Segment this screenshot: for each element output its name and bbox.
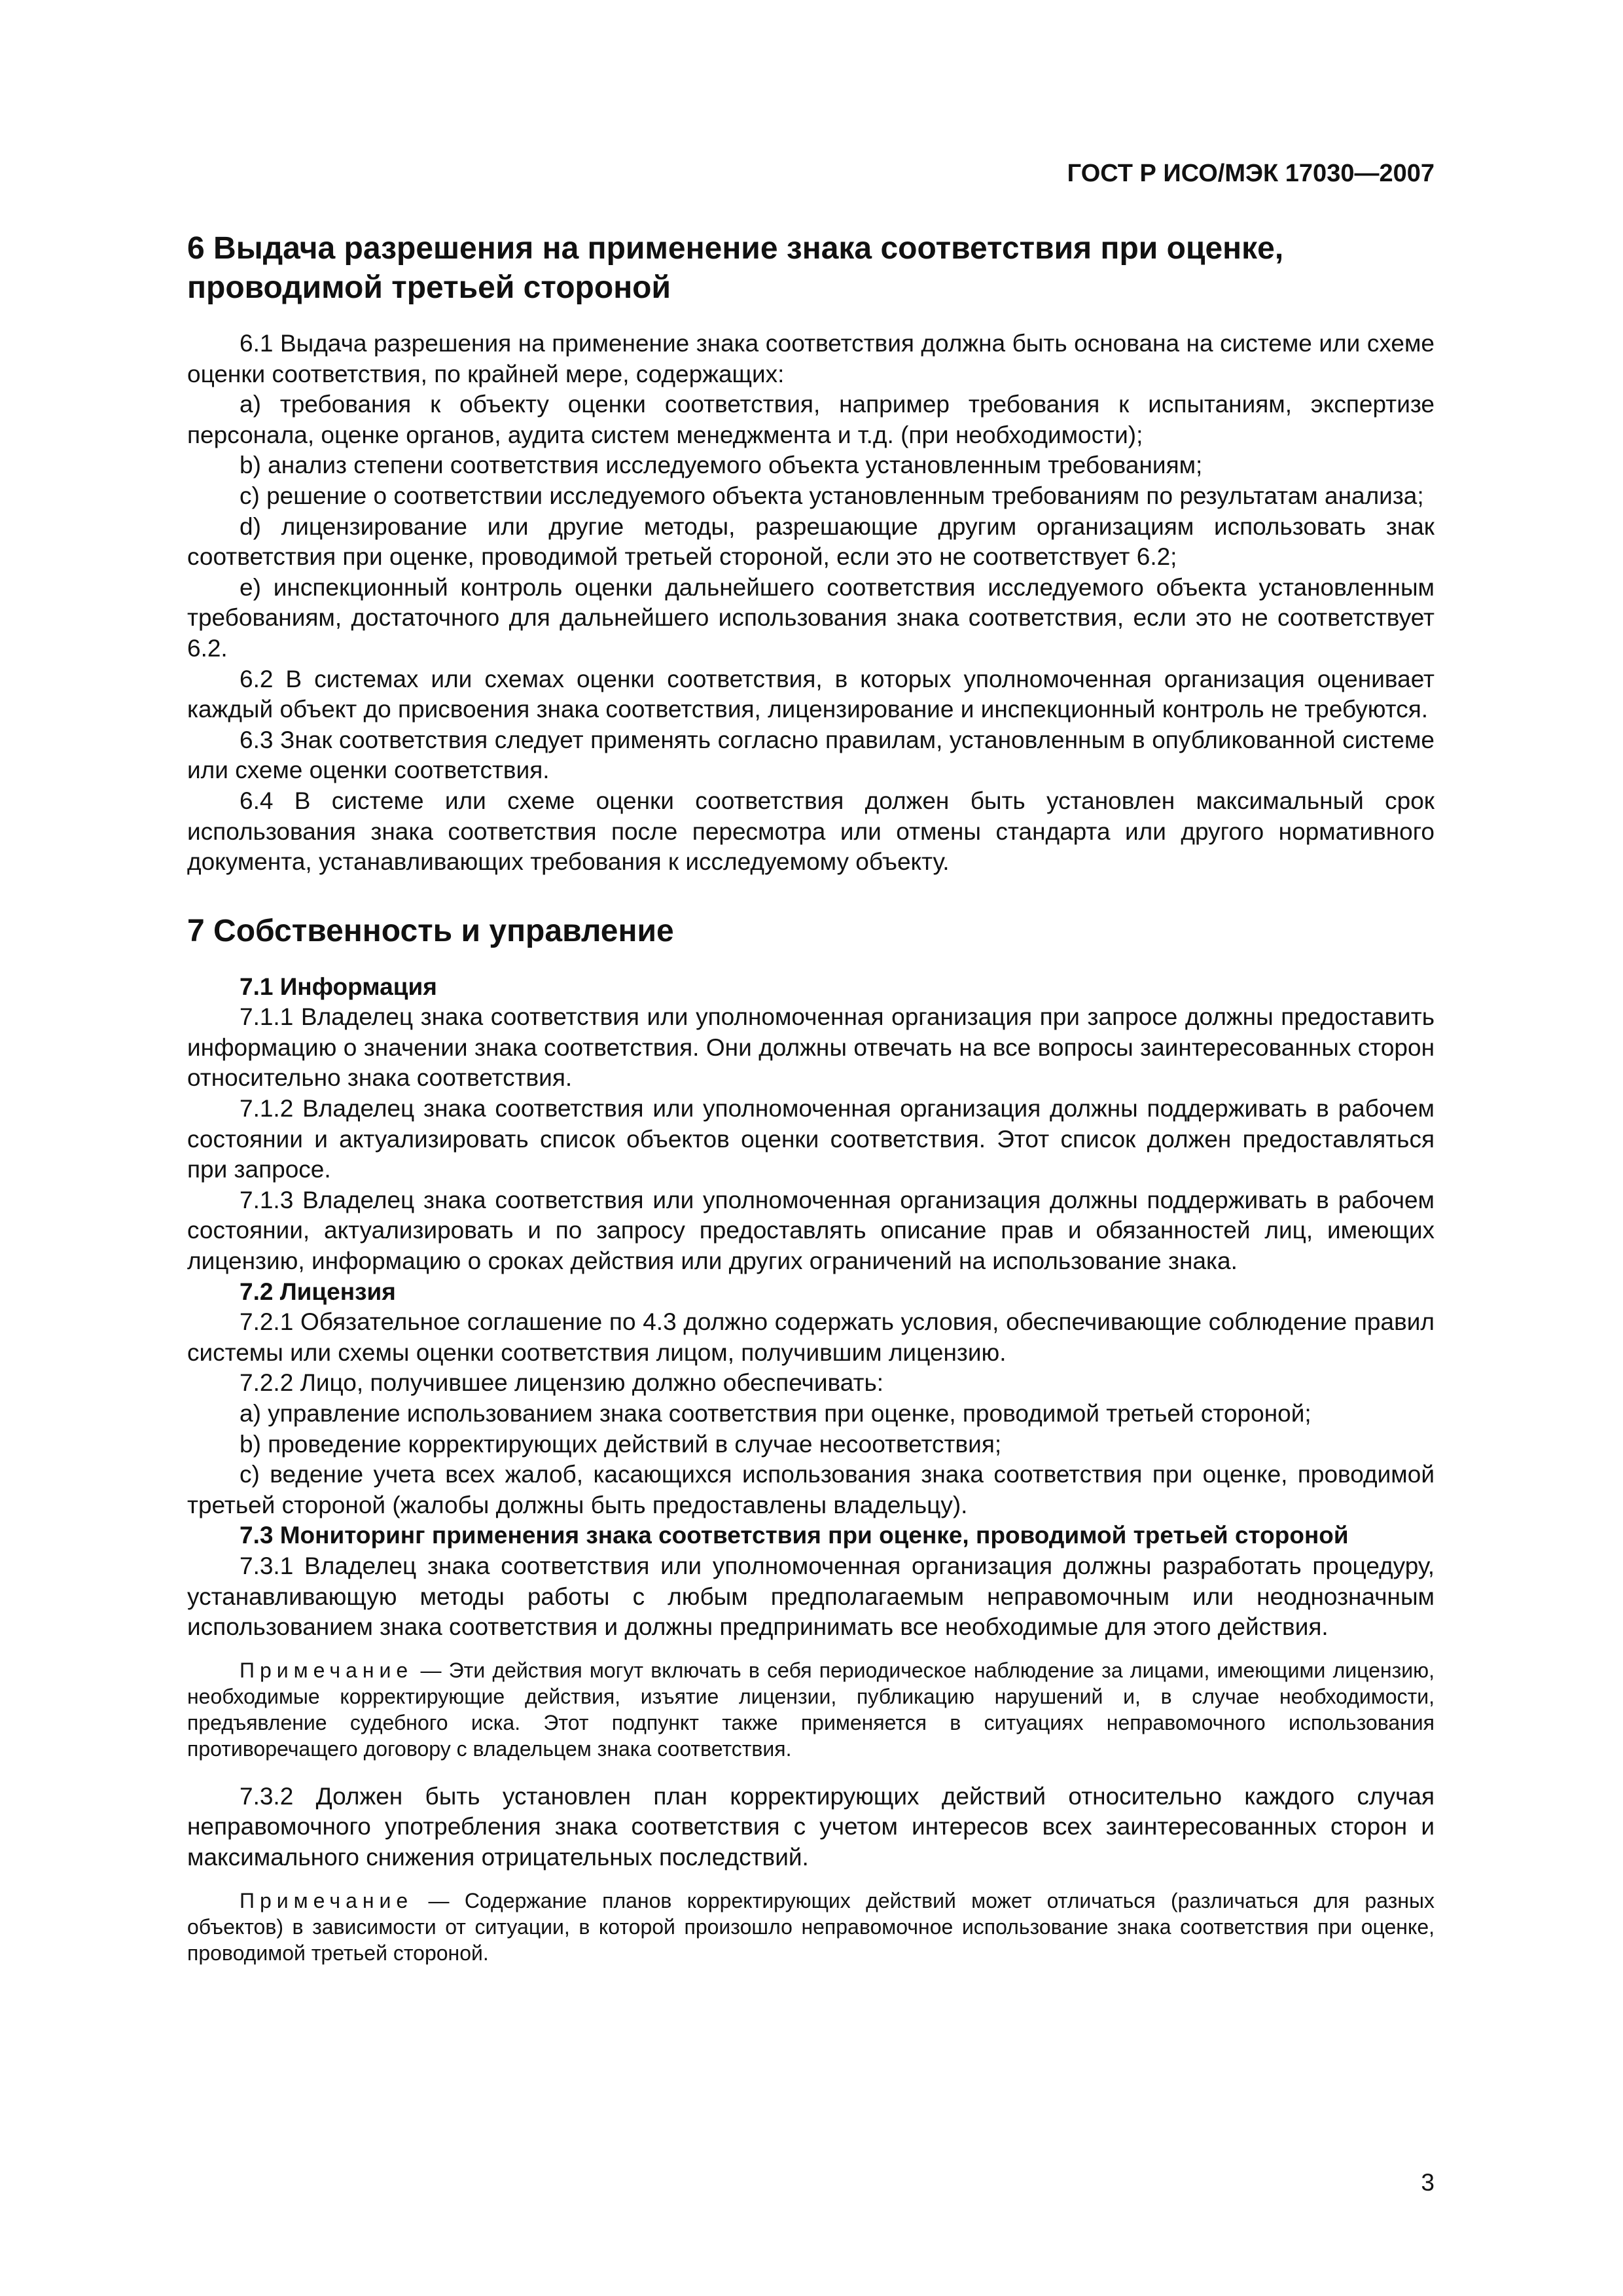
note-7-3-1 <box>187 1657 1435 1762</box>
section-7-title: 7 Собственность и управление <box>187 913 674 948</box>
note-7-3-2 <box>187 1888 1435 1966</box>
list-item-7-2-2-a: а) управление использованием знака соответствия при оценке, проводимой третьей стороной; <box>240 1400 1311 1427</box>
note-text: — Содержание планов корректирующих действий может отличаться (различаться для разных объектов) в зависимости от ситуации, в которой произошло неправомочное использование знака соответствия при оценке, проводимой третьей стороной. <box>187 1888 1435 1965</box>
note-label: Примечание <box>240 1888 414 1912</box>
list-item-7-2-2-c: с) ведение учета всех жалоб, касающихся использования знака соответствия при оценке, проводимой третьей стороной (жалобы должны быть предоставлены владельцу). <box>187 1461 1435 1518</box>
paragraph-6-1: 6.1 Выдача разрешения на применение знака соответствия должна быть основана на системе или схеме оценки соответствия, по крайней мере, содержащих: <box>187 330 1435 387</box>
spacer <box>187 878 1435 912</box>
page-number: 3 <box>1421 2169 1435 2196</box>
note-text: — Эти действия могут включать в себя периодическое наблюдение за лицами, имеющими лицензию, необходимые корректирующие действия, изъятие лицензии, публикацию нарушений и, в случае необходимости, предъявление судебного иска. Этот подпункт также применяется в ситуациях неправомочного использования противоречащего договору с владельцем знака соответствия. <box>187 1658 1435 1761</box>
paragraph-7-3-1: 7.3.1 Владелец знака соответствия или уполномоченная организация должны разработать процедуру, устанавливающую методы работы с любым предполагаемым неправомочным или неоднозначным использованием знака соответствия и должны предпринимать все необходимые для этого действия. <box>187 1552 1435 1641</box>
list-item-6-1-d: d) лицензирование или другие методы, разрешающие другим организациям использовать знак соответствия при оценке, проводимой третьей стороной, если это не соответствует 6.2; <box>187 512 1435 571</box>
paragraph-7-1-1: 7.1.1 Владелец знака соответствия или уполномоченная организация при запросе должны предоставить информацию о значении знака соответствия. Они должны отвечать на все вопросы заинтересованных сторон относительно знака соответствия. <box>187 1003 1435 1092</box>
paragraph-7-2-2: 7.2.2 Лицо, получившее лицензию должно обеспечивать: <box>240 1369 884 1397</box>
paragraph-6-2: 6.2 В системах или схемах оценки соответствия, в которых уполномоченная организация оценивает каждый объект до присвоения знака соответствия, лицензирование и инспекционный контроль не требуются. <box>187 665 1435 723</box>
paragraph-7-2-1: 7.2.1 Обязательное соглашение по 4.3 должно содержать условия, обеспечивающие соблюдение правил системы или схемы оценки соответствия лицом, получившим лицензию. <box>187 1308 1435 1366</box>
list-item-6-1-e: е) инспекционный контроль оценки дальнейшего соответствия исследуемого объекта установленным требованиям, достаточного для дальнейшего использования знака соответствия, если это не соответствует 6.2. <box>187 573 1435 662</box>
list-item-6-1-a: а) требования к объекту оценки соответствия, например требования к испытаниям, экспертизе персонала, оценке органов, аудита систем менеджмента и т.д. (при необходимости); <box>187 391 1435 448</box>
note-label: Примечание <box>240 1658 414 1682</box>
paragraph-6-4: 6.4 В системе или схеме оценки соответствия должен быть установлен максимальный срок использования знака соответствия после пересмотра или отмены стандарта или другого нормативного документа, устанавливающих требования к исследуемому объекту. <box>187 787 1435 876</box>
paragraph-6-3: 6.3 Знак соответствия следует применять согласно правилам, установленным в опубликованной системе или схеме оценки соответствия. <box>187 726 1435 784</box>
list-item-7-2-2-b: b) проведение корректирующих действий в случае несоответствия; <box>240 1430 1002 1458</box>
section-6-title: 6 Выдача разрешения на применение знака соответствия при оценке, проводимой третьей стороной <box>187 231 1284 305</box>
list-item-6-1-b: b) анализ степени соответствия исследуемого объекта установленным требованиям; <box>240 452 1203 479</box>
page-content <box>187 157 1435 1986</box>
list-item-6-1-c: с) решение о соответствии исследуемого объекта установленным требованиям по результатам анализа; <box>240 482 1424 509</box>
subsection-7-2-heading: 7.2 Лицензия <box>240 1278 396 1305</box>
paragraph-7-1-3: 7.1.3 Владелец знака соответствия или уполномоченная организация должны поддерживать в рабочем состоянии, актуализировать и по запросу предоставлять описание прав и обязанностей лиц, имеющих лицензию, информацию о сроках действия или других ограничений на использование знака. <box>187 1186 1435 1275</box>
paragraph-7-1-2: 7.1.2 Владелец знака соответствия или уполномоченная организация должны поддерживать в рабочем состоянии и актуализировать список объектов оценки соответствия. Этот список должен предоставляться при запросе. <box>187 1095 1435 1183</box>
subsection-7-1-heading: 7.1 Информация <box>240 973 437 1000</box>
subsection-7-3-heading: 7.3 Мониторинг применения знака соответствия при оценке, проводимой третьей стороной <box>240 1522 1349 1549</box>
paragraph-7-3-2: 7.3.2 Должен быть установлен план корректирующих действий относительно каждого случая неправомочного употребления знака соответствия с учетом интересов всех заинтересованных сторон и максимального снижения отрицательных последствий. <box>187 1782 1435 1871</box>
document-code: ГОСТ Р ИСО/МЭК 17030—2007 <box>1067 160 1435 187</box>
